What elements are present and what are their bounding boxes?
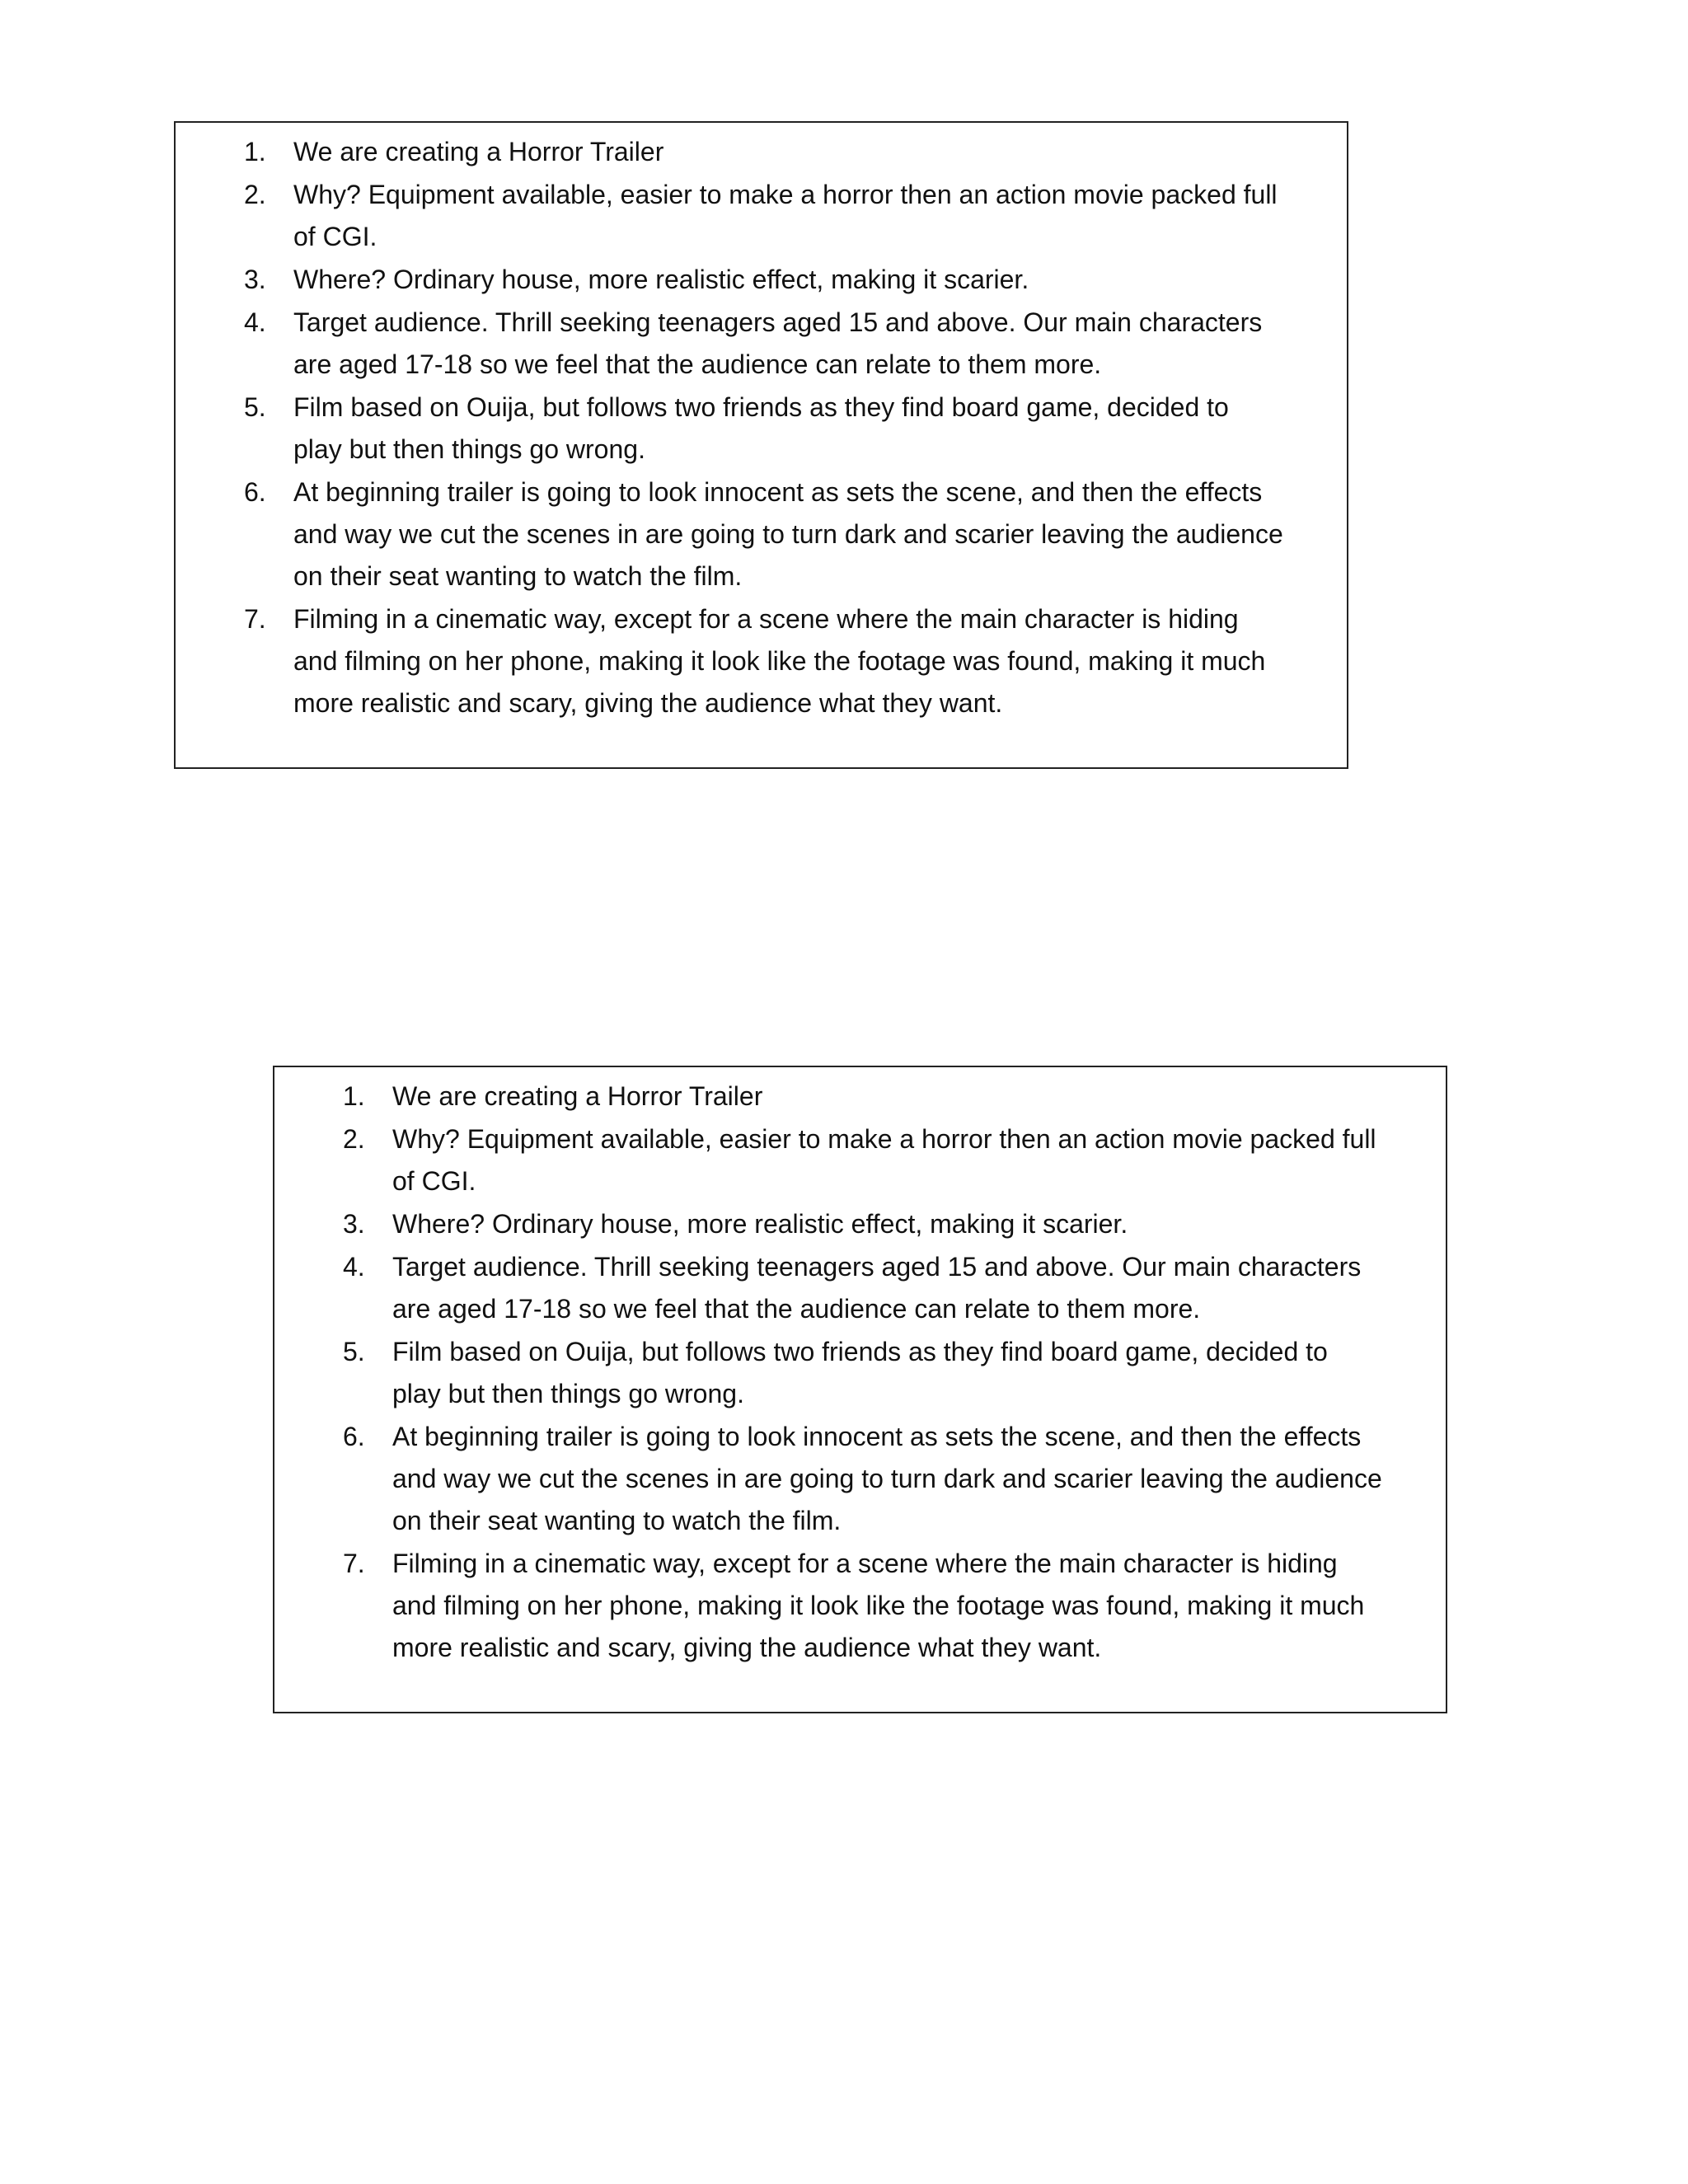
text-box-1 [174, 121, 1348, 769]
list-item-text: Why? Equipment available, easier to make a horror then an action movie packed full of CGI. [293, 180, 1278, 251]
list-item [274, 1543, 1423, 1669]
list-item-text: Film based on Ouija, but follows two friends as they find board game, decided to play but then things go wrong. [392, 1337, 1328, 1408]
list-item [176, 598, 1324, 724]
list-item-text: Filming in a cinematic way, except for a scene where the main character is hiding and filming on her phone, making it look like the footage was found, making it much more realistic and scary, giving the audience what they want. [293, 604, 1266, 718]
text-box-2 [273, 1066, 1447, 1713]
list-item [274, 1246, 1423, 1330]
list-item-text: Where? Ordinary house, more realistic effect, making it scarier. [293, 265, 1029, 294]
list-item-text: Film based on Ouija, but follows two friends as they find board game, decided to play but then things go wrong. [293, 392, 1229, 464]
list-number: 2. [244, 180, 266, 209]
list-item-text: Where? Ordinary house, more realistic effect, making it scarier. [392, 1209, 1128, 1239]
list-number: 7. [343, 1549, 365, 1578]
list-number: 3. [244, 265, 266, 294]
list-item [274, 1416, 1423, 1542]
list-number: 3. [343, 1209, 365, 1239]
list-item-text: Target audience. Thrill seeking teenagers aged 15 and above. Our main characters are aged 17-18 so we feel that the audience can relate to them more. [293, 307, 1263, 379]
list-item [274, 1076, 1423, 1118]
list-number: 6. [343, 1422, 365, 1451]
list-number: 7. [244, 604, 266, 634]
list-item [274, 1331, 1423, 1415]
list-item-text: At beginning trailer is going to look innocent as sets the scene, and then the effects and way we cut the scenes in are going to turn dark and scarier leaving the audience on their seat wanting to watch the film. [293, 477, 1283, 591]
list-item [274, 1203, 1423, 1245]
list-item-text: We are creating a Horror Trailer [392, 1081, 763, 1111]
list-item [176, 387, 1324, 471]
list-number: 5. [244, 392, 266, 422]
list-item [274, 1118, 1423, 1202]
list-number: 4. [343, 1252, 365, 1282]
list-item-text: We are creating a Horror Trailer [293, 137, 664, 166]
list-item [176, 131, 1324, 173]
list-item-text: Filming in a cinematic way, except for a scene where the main character is hiding and filming on her phone, making it look like the footage was found, making it much more realistic and scary, giving the audience what they want. [392, 1549, 1365, 1662]
list-number: 2. [343, 1124, 365, 1154]
list-number: 6. [244, 477, 266, 507]
list-number: 5. [343, 1337, 365, 1366]
list-number: 4. [244, 307, 266, 337]
list-item [176, 174, 1324, 258]
list-item [176, 259, 1324, 301]
list-item-text: Why? Equipment available, easier to make a horror then an action movie packed full of CGI. [392, 1124, 1376, 1196]
list-number: 1. [343, 1081, 365, 1111]
list-number: 1. [244, 137, 266, 166]
list-item-text: At beginning trailer is going to look innocent as sets the scene, and then the effects and way we cut the scenes in are going to turn dark and scarier leaving the audience on their seat wanting to watch the film. [392, 1422, 1382, 1535]
list-item [176, 471, 1324, 598]
list-item [176, 302, 1324, 386]
list-item-text: Target audience. Thrill seeking teenagers aged 15 and above. Our main characters are aged 17-18 so we feel that the audience can relate to them more. [392, 1252, 1362, 1324]
